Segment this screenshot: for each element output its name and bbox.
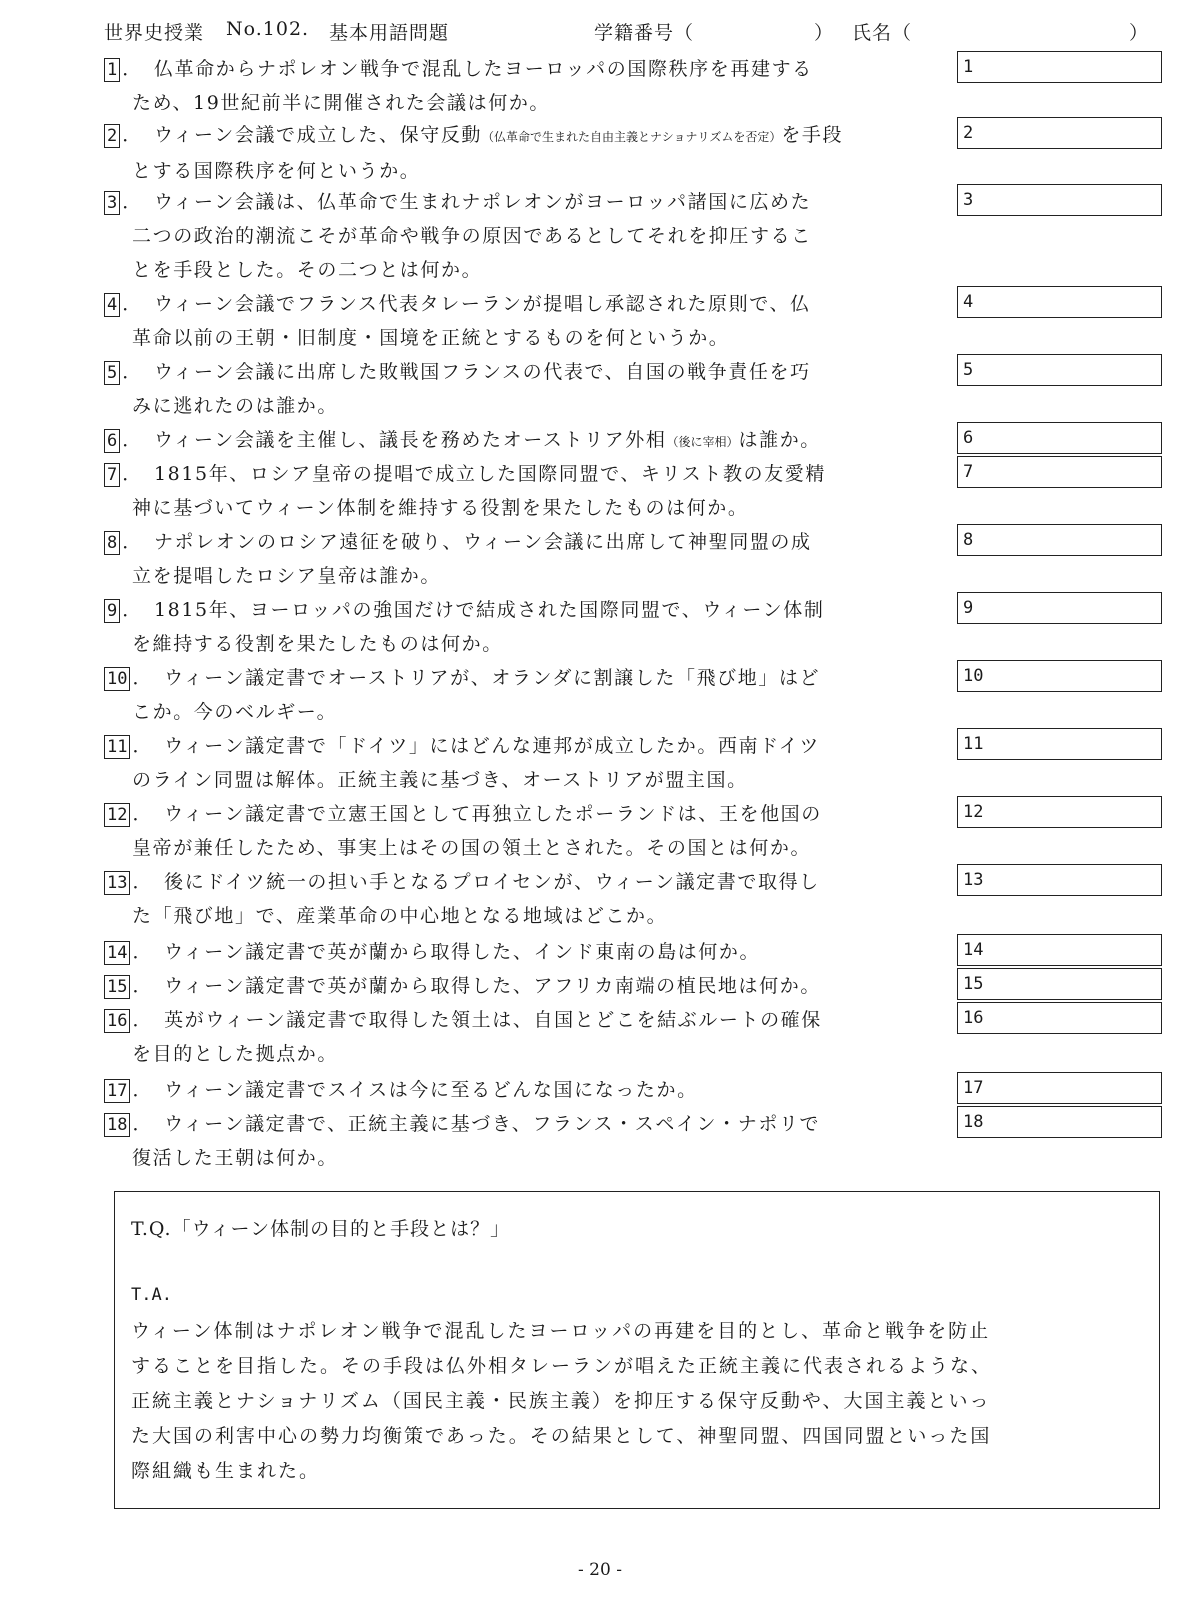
question-text-continued: を維持する役割を果たしたものは何か。 — [132, 633, 503, 655]
answer-box-6[interactable]: 6 — [957, 422, 1162, 454]
question-number: 6 — [104, 429, 120, 453]
thematic-answer-label: T.A. — [131, 1285, 172, 1305]
question-number: 10 — [104, 667, 130, 691]
question-6 — [104, 423, 954, 459]
question-text: ． ウィーン会議でフランス代表タレーランが提唱し承認された原則で、仏 — [122, 293, 811, 315]
answer-box-12[interactable]: 12 — [957, 796, 1162, 828]
question-7 — [104, 457, 954, 525]
question-number: 5 — [104, 361, 120, 385]
question-18 — [104, 1107, 954, 1175]
question-text-end: は誰か。 — [738, 429, 821, 451]
question-4 — [104, 287, 954, 355]
question-11 — [104, 729, 954, 797]
question-text-continued: 皇帝が兼任したため、事実上はその国の領土とされた。その国とは何か。 — [132, 837, 812, 859]
answer-box-4[interactable]: 4 — [957, 286, 1162, 318]
question-number: 17 — [104, 1079, 130, 1103]
question-14 — [104, 935, 954, 969]
answer-box-9[interactable]: 9 — [957, 592, 1162, 624]
answer-box-18[interactable]: 18 — [957, 1106, 1162, 1138]
question-text: ． ウィーン議定書で英が蘭から取得した、アフリカ南端の植民地は何か。 — [132, 975, 821, 997]
question-1 — [104, 52, 954, 120]
answer-line: 正統主義とナショナリズム（国民主義・民族主義）を抑圧する保守反動や、大国主義といっ — [131, 1390, 991, 1412]
question-number: 8 — [104, 531, 120, 555]
question-text: ． ウィーン議定書でオーストリアが、オランダに割譲した「飛び地」はど — [132, 667, 821, 689]
worksheet-header — [104, 18, 1160, 46]
answer-box-10[interactable]: 10 — [957, 660, 1162, 692]
question-text-continued: た「飛び地」で、産業革命の中心地となる地域はどこか。 — [132, 905, 668, 927]
thematic-question-box — [114, 1191, 1160, 1509]
question-text-continued: ため、19世紀前半に開催された会議は何か。 — [132, 92, 551, 114]
question-text-continued: 立を提唱したロシア皇帝は誰か。 — [132, 565, 442, 587]
question-text: ． ウィーン議定書で立憲王国として再独立したポーランドは、王を他国の — [132, 803, 822, 825]
answer-box-11[interactable]: 11 — [957, 728, 1162, 760]
question-number: 18 — [104, 1113, 130, 1137]
answer-box-13[interactable]: 13 — [957, 864, 1162, 896]
answer-line: ウィーン体制はナポレオン戦争で混乱したヨーロッパの再建を目的とし、革命と戦争を防止 — [131, 1320, 991, 1342]
question-13 — [104, 865, 954, 933]
question-text: ． ウィーン議定書で「ドイツ」にはどんな連邦が成立したか。西南ドイツ — [132, 735, 820, 757]
question-8 — [104, 525, 954, 593]
question-text: ． 1815年、ロシア皇帝の提唱で成立した国際同盟で、キリスト教の友愛精 — [122, 463, 826, 485]
question-text-continued: 二つの政治的潮流こそが革命や戦争の原因であるとしてそれを抑圧するこ — [132, 225, 812, 247]
question-text-continued: 復活した王朝は何か。 — [132, 1147, 339, 1169]
question-text: ． ナポレオンのロシア遠征を破り、ウィーン会議に出席して神聖同盟の成 — [122, 531, 812, 553]
question-text: ． ウィーン議定書でスイスは今に至るどんな国になったか。 — [132, 1079, 698, 1101]
question-text-continued: こか。今のベルギー。 — [132, 701, 338, 723]
question-text: ． ウィーン会議は、仏革命で生まれナポレオンがヨーロッパ諸国に広めた — [122, 191, 812, 213]
question-number: 7 — [104, 463, 120, 487]
student-name-close: ） — [1129, 22, 1150, 44]
answer-box-2[interactable]: 2 — [957, 117, 1162, 149]
question-text-continued: 革命以前の王朝・旧制度・国境を正統とするものを何というか。 — [132, 327, 730, 349]
question-text-continued: を目的とした拠点か。 — [132, 1043, 339, 1065]
question-number: 1 — [104, 58, 120, 82]
question-5 — [104, 355, 954, 423]
answer-box-1[interactable]: 1 — [957, 51, 1162, 83]
worksheet-title: 基本用語問題 — [329, 22, 450, 44]
answer-box-14[interactable]: 14 — [957, 934, 1162, 966]
question-text: ． 仏革命からナポレオン戦争で混乱したヨーロッパの国際秩序を再建する — [122, 58, 813, 80]
question-text-end: を手段 — [781, 124, 844, 146]
question-number: 9 — [104, 599, 120, 623]
question-number: 12 — [104, 803, 130, 827]
question-15 — [104, 969, 954, 1003]
question-text: ． ウィーン議定書で英が蘭から取得した、インド東南の島は何か。 — [132, 941, 761, 963]
question-text: ． ウィーン会議に出席した敗戦国フランスの代表で、自国の戦争責任を巧 — [122, 361, 811, 383]
question-number: 15 — [104, 975, 130, 999]
question-number: 11 — [104, 735, 130, 759]
question-number: 13 — [104, 871, 130, 895]
question-16 — [104, 1003, 954, 1071]
question-12 — [104, 797, 954, 865]
worksheet-number: No.102. — [226, 18, 310, 40]
question-number: 14 — [104, 941, 130, 965]
answer-line: た大国の利害中心の勢力均衡策であった。その結果として、神聖同盟、四国同盟といった国 — [131, 1425, 992, 1447]
question-number: 2 — [104, 124, 120, 148]
question-3 — [104, 185, 954, 287]
question-text-continued: とする国際秩序を何というか。 — [132, 160, 421, 182]
page-number: - 20 - — [578, 1560, 622, 1580]
question-text: ． 英がウィーン議定書で取得した領土は、自国とどこを結ぶルートの確保 — [132, 1009, 822, 1031]
answer-box-7[interactable]: 7 — [957, 456, 1162, 488]
course-name: 世界史授業 — [104, 22, 205, 44]
question-text-continued: のライン同盟は解体。正統主義に基づき、オーストリアが盟主国。 — [132, 769, 748, 791]
question-10 — [104, 661, 954, 729]
answer-box-8[interactable]: 8 — [957, 524, 1162, 556]
answer-box-5[interactable]: 5 — [957, 354, 1162, 386]
question-note: （仏革命で生まれた自由主義とナショナリズムを否定） — [482, 130, 782, 144]
question-text: ． ウィーン議定書で、正統主義に基づき、フランス・スペイン・ナポリで — [132, 1113, 821, 1135]
question-text-continued: とを手段とした。その二つとは何か。 — [132, 259, 483, 281]
question-text: ． 1815年、ヨーロッパの強国だけで結成された国際同盟で、ウィーン体制 — [122, 599, 825, 621]
answer-box-15[interactable]: 15 — [957, 968, 1162, 1000]
question-number: 16 — [104, 1009, 130, 1033]
student-id-field[interactable]: 学籍番号（ ） — [594, 22, 835, 44]
question-17 — [104, 1073, 954, 1107]
thematic-answer-text — [131, 1314, 1147, 1489]
question-text: ． 後にドイツ統一の担い手となるプロイセンが、ウィーン議定書で取得し — [132, 871, 820, 893]
question-2 — [104, 118, 954, 188]
question-text-continued: 神に基づいてウィーン体制を維持する役割を果たしたものは何か。 — [132, 497, 749, 519]
question-number: 3 — [104, 191, 120, 215]
answer-box-3[interactable]: 3 — [957, 184, 1162, 216]
student-name-field[interactable]: 氏名（ — [852, 22, 913, 44]
question-text-continued: みに逃れたのは誰か。 — [132, 395, 339, 417]
answer-box-16[interactable]: 16 — [957, 1002, 1162, 1034]
answer-line: することを目指した。その手段は仏外相タレーランが唱えた正統主義に代表されるような、 — [131, 1355, 993, 1377]
question-9 — [104, 593, 954, 661]
question-note: （後に宰相） — [666, 435, 739, 449]
question-number: 4 — [104, 293, 120, 317]
thematic-question-title: T.Q.「ウィーン体制の目的と手段とは？」 — [131, 1218, 511, 1240]
question-text: ． ウィーン会議で成立した、保守反動 — [122, 124, 483, 146]
answer-line: 際組織も生まれた。 — [131, 1460, 321, 1482]
answer-box-17[interactable]: 17 — [957, 1072, 1162, 1104]
question-text: ． ウィーン会議を主催し、議長を務めたオーストリア外相 — [122, 429, 667, 451]
